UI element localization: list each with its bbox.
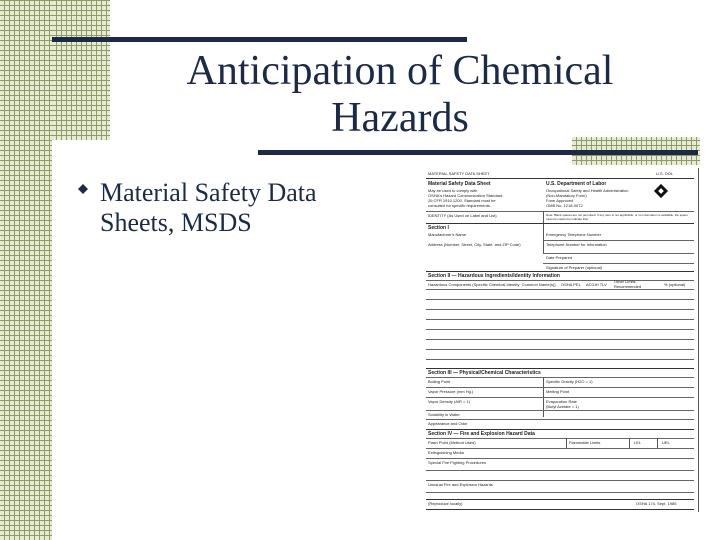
- msds-butyl: (Butyl Acetate = 1): [546, 404, 579, 409]
- msds-flash: Flash Point (Method Used): [428, 440, 476, 445]
- msds-address: Address (Number, Street, City, State, and ZIP Code): [428, 242, 521, 247]
- msds-header-right-sub1: Occupational Safety and Health Administration: [546, 188, 629, 193]
- msds-header-left: Material Safety Data Sheet: [428, 181, 491, 187]
- msds-form-no: OSHA 174, Sept. 1985: [636, 501, 677, 506]
- diamond-bullet-icon: [78, 184, 88, 194]
- bullet-text: [100, 178, 390, 238]
- msds-top-id: U.S. DOL: [656, 171, 674, 176]
- msds-header-right-sub4: OMB No. 1218-0072: [546, 203, 583, 208]
- msds-header-left-sub1: May be used to comply with: [428, 188, 478, 193]
- msds-header-right: U.S. Department of Labor: [546, 181, 607, 187]
- msds-appearance: Appearance and Odor: [428, 421, 468, 426]
- title-rule-top: [52, 37, 467, 42]
- title-line-1: Anticipation of Chemical: [186, 48, 614, 94]
- msds-vapor-pressure: Vapor Pressure (mm Hg.): [428, 389, 474, 394]
- msds-unusual: Unusual Fire and Explosion Hazards: [428, 482, 493, 487]
- title-rule-bottom: [258, 150, 698, 155]
- msds-uel: UEL: [662, 440, 670, 445]
- msds-identity-label: IDENTITY (As Used on Label and List): [428, 213, 497, 218]
- msds-percent: % (optional): [664, 282, 686, 287]
- msds-form-image: [424, 168, 699, 512]
- msds-flammable: Flammable Limits: [569, 440, 601, 445]
- msds-signature: Signature of Preparer (optional): [546, 265, 603, 270]
- msds-gravity: Specific Gravity (H2O = 1): [546, 379, 593, 384]
- msds-other-limits: Other Limits Recommended: [614, 279, 642, 289]
- msds-header-left-sub3: 29 CFR 1910.1200. Standard must be: [428, 198, 496, 203]
- msds-acgih-tlv: ACGIH TLV: [586, 282, 607, 287]
- msds-evaporation: Evaporation Rate: [546, 399, 577, 404]
- decorative-pattern-left: [0, 0, 52, 540]
- msds-header-right-sub2: (Non-Mandatory Form): [546, 193, 587, 198]
- msds-reproduce: (Reproduce locally): [428, 501, 463, 506]
- msds-section-2: Section II — Hazardous Ingredients/Identity Information: [428, 273, 560, 279]
- msds-manufacturer: Manufacturer's Name: [428, 232, 467, 237]
- bullet-line-2: Sheets, MSDS: [100, 208, 252, 237]
- msds-top-label: MATERIAL SAFETY DATA SHEET: [428, 171, 490, 176]
- msds-osha-pel: OSHA PEL: [561, 282, 581, 287]
- msds-boiling: Boiling Point: [428, 379, 451, 384]
- msds-vapor-density: Vapor Density (AIR = 1): [428, 399, 471, 404]
- msds-date-prepared: Date Prepared: [546, 255, 573, 260]
- msds-section-4: Section IV — Fire and Explosion Hazard Data: [428, 431, 535, 437]
- msds-header-left-sub2: OSHA's Hazard Communication Standard,: [428, 193, 504, 198]
- msds-identity-note: Note: Blank spaces are not permitted. If any item is not applicable, or no information is available, the space must be marked to indicate that.: [546, 213, 688, 221]
- msds-components: Hazardous Components (Specific Chemical Identity; Common Name(s)): [428, 282, 556, 287]
- decorative-pattern-top: [52, 0, 110, 140]
- slide-title: [120, 48, 680, 142]
- msds-section-1: Section I: [428, 225, 449, 231]
- msds-info-phone: Telephone Number for Information: [546, 242, 607, 247]
- msds-fire-fighting: Special Fire Fighting Procedures: [428, 460, 487, 465]
- msds-section-3: Section III — Physical/Chemical Characteristics: [428, 370, 541, 376]
- msds-lel: LEL: [634, 440, 642, 445]
- dol-seal-icon: [654, 184, 668, 198]
- msds-melting: Melting Point: [546, 389, 570, 394]
- msds-header-left-sub4: consulted for specific requirements.: [428, 203, 491, 208]
- msds-emergency: Emergency Telephone Number: [546, 232, 602, 237]
- msds-header-right-sub3: Form Approved: [546, 198, 574, 203]
- title-line-2: Hazards: [331, 95, 469, 141]
- bullet-line-1: Material Safety Data: [100, 178, 317, 207]
- msds-solubility: Solubility in Water: [428, 412, 460, 417]
- msds-extinguishing: Extinguishing Media: [428, 450, 464, 455]
